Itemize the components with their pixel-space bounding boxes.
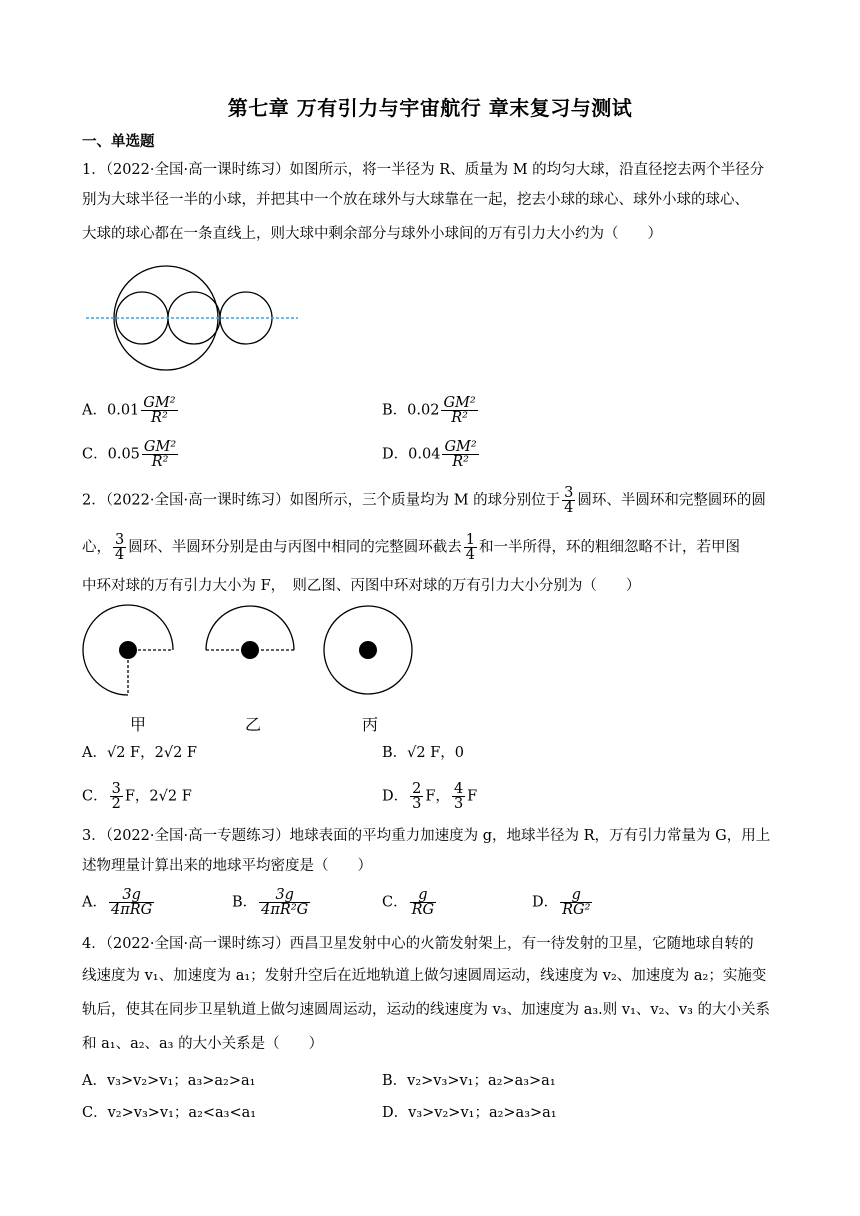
- q1-line3: 大球的球心都在一条直线上，则大球中剩余部分与球外小球间的万有引力大小约为（ ）: [82, 226, 662, 242]
- q4-option-a[interactable]: A．v₃>v₂>v₁；a₃>a₂>a₁: [82, 1073, 256, 1089]
- q1-line2: 别为大球半径一半的小球，并把其中一个放在球外与大球靠在一起，挖去小球的球心、球外小球的球心、: [82, 192, 749, 208]
- q3-option-d[interactable]: D． $\frac{g}{\text{RG²}}$: [532, 887, 591, 918]
- q1-option-b[interactable]: B．0.02 $\frac{\text{GM²}}{\text{R²}}$: [382, 395, 476, 426]
- q1-option-d[interactable]: D．0.04 $\frac{\text{GM²}}{\text{R²}}$: [382, 439, 477, 470]
- q3-line1: 3．（2022·全国·高一专题练习）地球表面的平均重力加速度为 g，地球半径为 R，万有引力常量为 G，用上: [82, 828, 771, 844]
- q2-option-b[interactable]: B．√2 F，0: [382, 745, 465, 761]
- q4-line3: 轨后，使其在同步卫星轨道上做匀速圆周运动，运动的线速度为 v₃、加速度为 a₃.则 v₁、v₂、v₃ 的大小关系: [82, 1002, 771, 1018]
- ball-jia: [119, 641, 137, 659]
- q4-line2: 线速度为 v₁、加速度为 a₁；发射升空后在近地轨道上做匀速圆周运动，线速度为 v₂、加速度为 a₂；实施变: [82, 968, 767, 984]
- q4-option-c[interactable]: C．v₂>v₃>v₁；a₂<a₃<a₁: [82, 1105, 257, 1121]
- q1-option-a[interactable]: A．0.01 $\frac{\text{GM²}}{\text{R²}}$: [82, 395, 176, 426]
- fig-label-yi: 乙: [245, 715, 262, 734]
- q4-line4: 和 a₁、a₂、a₃ 的大小关系是（ ）: [82, 1036, 324, 1052]
- q1-line1: 1．（2022·全国·高一课时练习）如图所示，将一半径为 R、质量为 M 的均匀大球，沿直径挖去两个半径分: [82, 162, 765, 178]
- q1-option-c[interactable]: C．0.05 $\frac{\text{GM²}}{\text{R²}}$: [82, 439, 177, 470]
- q2-line3: 中环对球的万有引力大小为 F， 则乙图、丙图中环对球的万有引力大小分别为（ ）: [82, 578, 641, 594]
- ball-yi: [241, 641, 259, 659]
- q3-option-a[interactable]: A． $\frac{3g}{\text{4πRG}}$: [82, 887, 153, 918]
- q2-option-d[interactable]: D． $\frac{2}{3}$ F， $\frac{4}{3}$ F: [382, 781, 478, 812]
- q3-option-b[interactable]: B． $\frac{3g}{\text{4πR²G}}$: [232, 887, 309, 918]
- q3-option-c[interactable]: C． $\frac{g}{RG}$: [382, 887, 435, 918]
- q2-line2: 心， $\frac{3}{4}$ 圆环、半圆环分别是由与丙图中相同的完整圆环截去 $\frac{1}{4}$ 和一半所得，环的粗细忽略不计，若甲图: [82, 532, 740, 563]
- q2-ring-figure: [80, 604, 430, 704]
- q4-option-d[interactable]: D．v₃>v₂>v₁；a₂>a₃>a₁: [382, 1105, 557, 1121]
- fig-label-jia: 甲: [130, 715, 147, 734]
- q2-option-a[interactable]: A．√2 F，2√2 F: [82, 745, 197, 761]
- q3-line2: 述物理量计算出来的地球平均密度是（ ）: [82, 858, 372, 874]
- q2-option-c[interactable]: C． $\frac{3}{2}$ F，2√2 F: [82, 781, 192, 812]
- ball-bing: [359, 641, 377, 659]
- q4-line1: 4．（2022·全国·高一课时练习）西昌卫星发射中心的火箭发射架上，有一待发射的卫星，它随地球自转的: [82, 936, 754, 952]
- q2-line1: 2．（2022·全国·高一课时练习）如图所示，三个质量均为 M 的球分别位于 $\frac{3}{4}$ 圆环、半圆环和完整圆环的圆: [82, 485, 766, 516]
- q4-option-b[interactable]: B．v₂>v₃>v₁；a₂>a₃>a₁: [382, 1073, 556, 1089]
- page-title: 第七章 万有引力与宇宙航行 章末复习与测试: [227, 96, 633, 120]
- fig-label-bing: 丙: [362, 715, 379, 734]
- q1-sphere-figure: [80, 262, 310, 374]
- section-heading: 一、单选题: [82, 134, 155, 150]
